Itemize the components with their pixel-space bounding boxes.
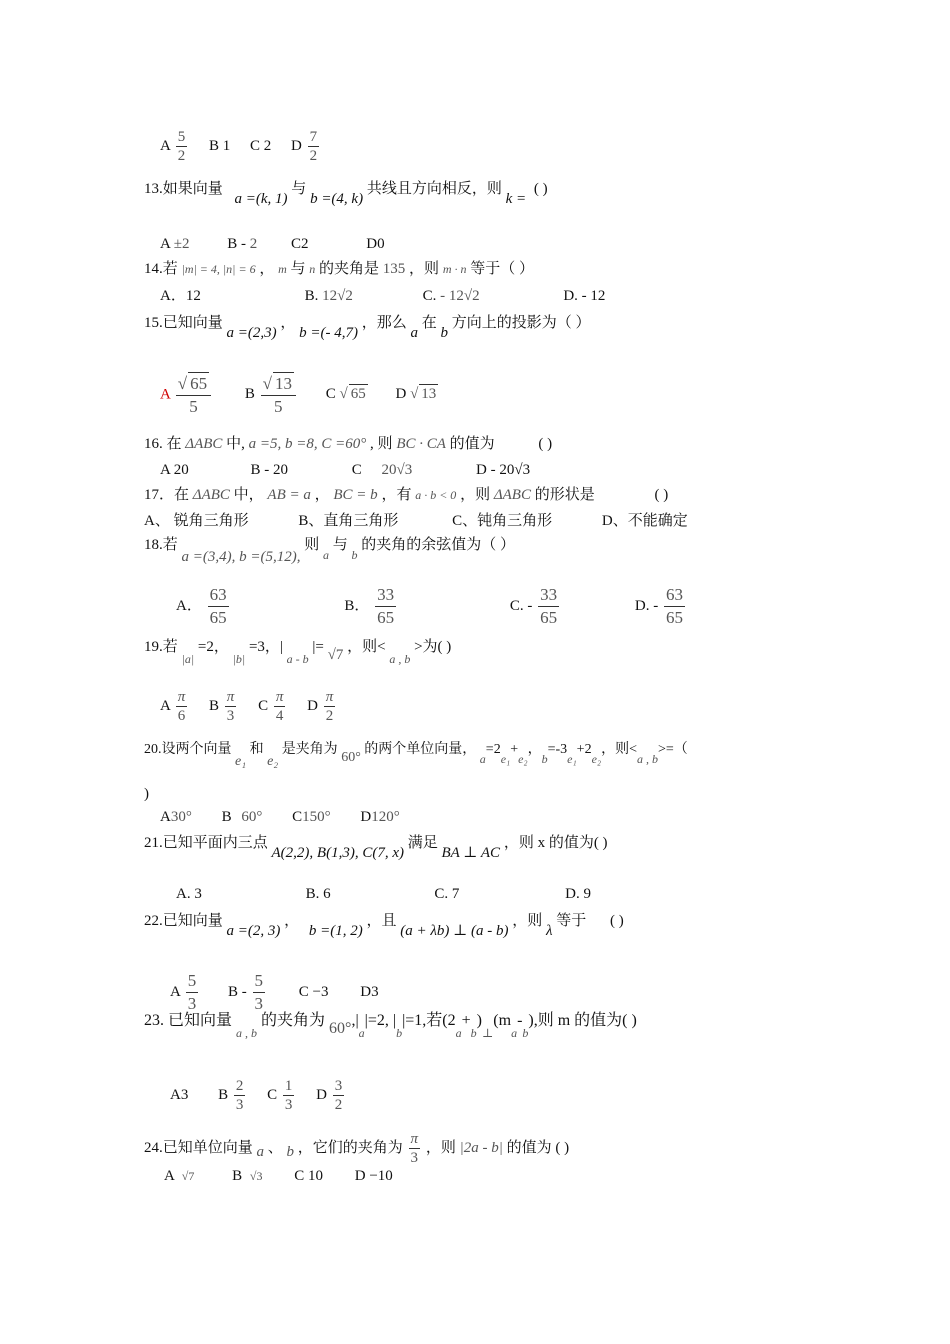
q15-options: A √ $\frac{65}{5}$ B √ $\frac{13}{5}$ C √ 65 D √ 13 <box>160 372 438 418</box>
math-expr: a · b < 0 <box>415 488 457 502</box>
q14-stem: 14.若 |m| = 4, |n| = 6 ， m 与 n 的夹角是 135 ，则 m · n 等于（ ） <box>144 261 534 277</box>
q22-stem: 22.已知向量 a =(2, 3) ， b =(1, 2) ，且 (a + λb) ⊥ (a - b) ，则 λ 等于 ( ) <box>144 913 624 939</box>
math-expr: ΔABC <box>192 487 230 503</box>
q21-stem: 21.已知平面内三点 A(2,2), B(1,3), C(7, x) 满足 BA ⊥ AC ，则 x 的值为( ) <box>144 835 608 861</box>
fraction: $\frac{\pi}{3}$ <box>226 689 235 724</box>
fraction: $\frac{5}{2}$ <box>177 129 186 164</box>
math-expr: b =(4, k) <box>310 191 364 207</box>
math-expr: a <box>256 1143 265 1160</box>
fraction: $\frac{\pi}{3}$ <box>410 1131 419 1166</box>
math-expr: a =(k, 1) <box>234 191 288 207</box>
q15-stem: 15.已知向量 a =(2,3) ， b =(- 4,7) ，那么 a 在 b 方向上的投影为（ ） <box>144 315 591 341</box>
q13-options: A ±2 B - 2 C2 D0 <box>160 236 385 252</box>
fraction: $\frac{33}{65}$ <box>377 585 395 627</box>
option-a: A <box>160 137 171 154</box>
math-expr: AB = a <box>267 487 311 503</box>
q20-stem: 20.设两个向量 e₁ 和 e₂ 是夹角为 60° 的两个单位向量， a=2e₁+e₂，b=-3e₁+2e₂，则<a , b>=（ <box>144 742 688 769</box>
q23-options: A3 B $\frac{2}{3}$ C $\frac{1}{3}$ D $\frac{3}{2}$ <box>170 1078 343 1113</box>
fraction: $\frac{63}{65}$ <box>209 585 227 627</box>
math-expr: k = <box>505 191 527 207</box>
fraction: $\frac{7}{2}$ <box>309 129 318 164</box>
fraction: $\frac{33}{65}$ <box>540 585 558 627</box>
math-expr: |a| <box>181 652 195 666</box>
fraction: $\frac{\pi}{6}$ <box>177 689 186 724</box>
math-expr: |b| <box>232 652 246 666</box>
math-expr: a =(3,4), b =(5,12), <box>181 549 301 565</box>
q18-options: A． $\frac{63}{65}$ B． $\frac{33}{65}$ C. - $\frac{33}{65}$ D. - $\frac{63}{65}$ <box>176 585 683 627</box>
option-b: B 1 <box>209 137 231 154</box>
math-expr: a =(2, 3) <box>226 923 281 939</box>
fraction: $\frac{\pi}{2}$ <box>325 689 334 724</box>
math-expr: a =(2,3) <box>226 325 277 341</box>
math-expr: BA ⊥ AC <box>441 845 501 861</box>
option-c: C 2 <box>250 137 272 154</box>
math-expr: b <box>440 325 449 341</box>
fraction: $\frac{\pi}{4}$ <box>275 689 284 724</box>
q19-stem: 19.若 $_{|a|}$ =2， $_{|b|}$ =3，| $_{a - b}$ |= √7 ，则< $_{a , b}$ >为( ) <box>144 639 452 666</box>
math-expr: e₁ <box>235 754 247 769</box>
math-expr: √7 <box>327 647 344 663</box>
q24-options: A √7 B √3 C 10 D −10 <box>164 1168 393 1184</box>
math-expr: a <box>323 548 330 562</box>
math-expr: a - b <box>286 652 309 666</box>
math-expr: m · n <box>442 262 467 276</box>
math-expr: BC = b <box>333 487 378 503</box>
math-expr: A(2,2), B(1,3), C(7, x) <box>271 845 404 861</box>
q21-options: A. 3 B. 6 C. 7 D. 9 <box>176 886 591 902</box>
math-expr: b <box>286 1143 295 1160</box>
fraction: $\frac{5}{3}$ <box>187 971 197 1013</box>
fraction: $\frac{1}{3}$ <box>284 1078 293 1113</box>
q20-stem-continued: ) <box>144 786 149 802</box>
q17-options: A、 锐角三角形 B、直角三角形 C、钝角三角形 D、不能确定 <box>144 513 688 529</box>
math-expr: a =5, b =8, C =60° <box>248 436 367 452</box>
math-expr: a <box>410 325 419 341</box>
math-expr: b =(- 4,7) <box>299 325 359 341</box>
q16-options: A 20 B - 20 C 20√3 D - 20√3 <box>160 462 531 478</box>
option-d: D <box>291 137 302 154</box>
math-expr: e₂ <box>267 754 279 769</box>
fraction: $\frac{2}{3}$ <box>235 1078 244 1113</box>
math-expr: (a + λb) ⊥ (a - b) <box>400 923 509 939</box>
math-expr: a , b <box>389 652 411 666</box>
q17-stem: 17．在 ΔABC 中， AB = a ， BC = b ，有 a · b < 0 ，则 ΔABC 的形状是 ( ) <box>144 487 669 503</box>
fraction: $\frac{63}{65}$ <box>665 585 683 627</box>
q22-options: A $\frac{5}{3}$ B - $\frac{5}{3}$ C −3 D3 <box>170 971 379 1013</box>
q14-options: A．12 B. 12√2 C. - 12√2 D. - 12 <box>160 288 606 304</box>
math-expr: 60° <box>341 750 361 765</box>
option-a: A <box>160 386 171 403</box>
math-expr: ΔABC <box>185 436 223 452</box>
math-expr: λ <box>546 923 553 939</box>
fraction: √ $\frac{13}{5}$ <box>261 372 296 418</box>
q12-options <box>160 128 321 165</box>
q20-options: A30° B 60° C150° D120° <box>160 809 400 825</box>
math-expr: b =(1, 2) <box>308 923 363 939</box>
q18-stem: 18.若 a =(3,4), b =(5,12), 则 $_a$ 与 $_b$ 的夹角的余弦值为（ ） <box>144 537 516 565</box>
q19-options: A $\frac{\pi}{6}$ B $\frac{\pi}{3}$ C $\frac{\pi}{4}$ D $\frac{\pi}{2}$ <box>160 689 334 724</box>
q16-stem: 16. 在 ΔABC 中, a =5, b =8, C =60° , 则 BC · CA 的值为 ( ) <box>144 436 553 452</box>
math-expr: ΔABC <box>493 487 531 503</box>
math-expr: b <box>351 548 358 562</box>
math-expr: n <box>309 262 316 276</box>
fraction: $\frac{5}{3}$ <box>254 971 264 1013</box>
q23-stem: 23. 已知向量 $_{a , b}$ 的夹角为 $60^\circ,|_a|=2$, $|_b|=1$,若$(2_a+_b)_\perp(m_a-_b)$,则 m 的值为( ) <box>144 1012 637 1040</box>
fraction: $\frac{3}{2}$ <box>334 1078 343 1113</box>
math-expr: a , b <box>236 1026 258 1040</box>
fraction: √ $\frac{65}{5}$ <box>176 372 211 418</box>
math-expr: m <box>278 262 287 276</box>
math-expr: |2a - b| <box>459 1139 503 1156</box>
math-expr: |m| = 4, |n| = 6 <box>181 262 256 276</box>
math-expr: 60° <box>329 1020 352 1037</box>
math-expr: 135 <box>382 261 406 277</box>
q24-stem: 24.已知单位向量 a 、 b ，它们的夹角为 $\frac{\pi}{3}$ ，则 |2a - b| 的值为 ( ) <box>144 1131 570 1166</box>
q13-stem: 13.如果向量 a =(k, 1) 与 b =(4, k) 共线且方向相反，则 k = ( ) <box>144 181 548 207</box>
math-expr: BC · CA <box>396 436 446 452</box>
